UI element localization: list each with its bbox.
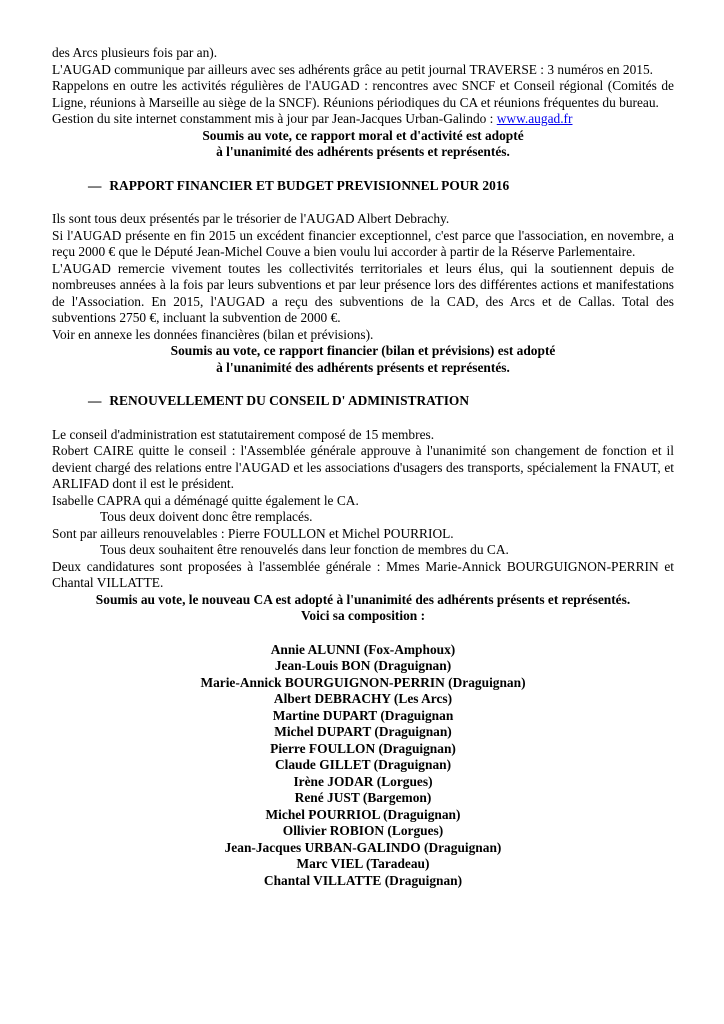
composition-heading: Voici sa composition : — [300, 608, 426, 623]
list-item: Albert DEBRACHY (Les Arcs) — [273, 691, 453, 706]
list-item: Pierre FOULLON (Draguignan) — [270, 740, 456, 756]
section-heading-financial — [88, 178, 674, 195]
board-member-list — [52, 642, 674, 890]
heading-text: RAPPORT FINANCIER ET BUDGET PREVISIONNEL POUR 2016 — [109, 177, 510, 193]
vote-financial-line1: Soumis au vote, ce rapport financier (bilan et prévisions) est adopté — [170, 343, 556, 358]
paragraph-capra: Isabelle CAPRA qui a déménagé quitte également le CA. — [52, 492, 359, 508]
paragraph-renew-wish: Tous deux souhaitent être renouvelés dans leur fonction de membres du CA. — [100, 542, 509, 557]
vote-moral-line1: Soumis au vote, ce rapport moral et d'activité est adopté — [202, 127, 524, 143]
list-item: Jean-Jacques URBAN-GALINDO (Draguignan) — [224, 839, 502, 855]
list-item: Marie-Annick BOURGUIGNON-PERRIN (Draguignan) — [200, 674, 526, 690]
vote-moral-line2: à l'unanimité des adhérents présents et représentés. — [216, 144, 510, 159]
list-item: Marc VIEL (Taradeau) — [296, 856, 430, 871]
list-item: Irène JODAR (Lorgues) — [293, 773, 433, 789]
website-text: Gestion du site internet constamment mis à jour par Jean-Jacques Urban-Galindo : — [52, 111, 497, 126]
paragraph-arcs: des Arcs plusieurs fois par an). — [52, 45, 218, 60]
paragraph-treasurer: Ils sont tous deux présentés par le trésorier de l'AUGAD Albert Debrachy. — [52, 211, 450, 226]
paragraph-board-size: Le conseil d'administration est statutairement composé de 15 membres. — [52, 426, 435, 442]
list-item: Annie ALUNNI (Fox-Amphoux) — [270, 641, 456, 657]
paragraph-renewable: Sont par ailleurs renouvelables : Pierre FOULLON et Michel POURRIOL. — [52, 525, 454, 541]
list-item: René JUST (Bargemon) — [294, 790, 432, 805]
heading-text: RENOUVELLEMENT DU CONSEIL D' ADMINISTRATION — [109, 393, 470, 408]
list-item: Jean-Louis BON (Draguignan) — [274, 658, 452, 673]
heading-dash: — — [88, 177, 102, 193]
paragraph-activities: Rappelons en outre les activités régulières de l'AUGAD : rencontres avec SNCF et Conseil régional (Comités de Ligne, réunions à Marseille au siège de la SNCF). Réunions périodiques du CA et réunions fréquentes du bureau. — [52, 78, 674, 110]
vote-financial-line2: à l'unanimité des adhérents présents et représentés. — [216, 359, 510, 375]
website-link[interactable]: www.augad.fr — [496, 111, 573, 126]
list-item: Claude GILLET (Draguignan) — [274, 757, 452, 772]
section-heading-board — [88, 393, 674, 410]
paragraph-website — [52, 111, 674, 128]
paragraph-replace: Tous deux doivent donc être remplacés. — [100, 509, 313, 524]
paragraph-traverse: L'AUGAD communique par ailleurs avec ses adhérents grâce au petit journal TRAVERSE : 3 numéros en 2015. — [52, 61, 654, 77]
document-page — [52, 45, 674, 889]
paragraph-annex: Voir en annexe les données financières (bilan et prévisions). — [52, 326, 374, 342]
vote-board: Soumis au vote, le nouveau CA est adopté à l'unanimité des adhérents présents et représentés. — [95, 591, 631, 607]
paragraph-caire: Robert CAIRE quitte le conseil : l'Assemblée générale approuve à l'unanimité son changement de fonction et il devient chargé des relations entre l'AUGAD et les associations d'usagers des transports, spécialement la FNAUT, et ARLIFAD dont il est le président. — [52, 443, 674, 491]
list-item: Chantal VILLATTE (Draguignan) — [263, 872, 463, 888]
list-item: Michel POURRIOL (Draguignan) — [265, 806, 461, 822]
paragraph-surplus: Si l'AUGAD présente en fin 2015 un excédent financier exceptionnel, c'est parce que l'association, en novembre, a reçu 2000 € que le Député Jean-Michel Couve a bien voulu lui accorder à partir de la Réserve Parlementaire. — [52, 227, 674, 259]
heading-dash: — — [88, 393, 102, 408]
paragraph-subsidies: L'AUGAD remercie vivement toutes les collectivités territoriales et leurs élus, qui la soutiennent depuis de nombreuses années à la fois par leurs subventions et par leur présence lors des différentes actions et manifestations de l'Association. En 2015, l'AUGAD a reçu des subventions de la CAD, des Arcs et de Callas. Total des subventions 2750 €, incluant la subvention de 2000 €. — [52, 260, 674, 325]
list-item: Martine DUPART (Draguignan — [272, 707, 454, 723]
list-item: Ollivier ROBION (Lorgues) — [282, 823, 444, 838]
paragraph-candidates: Deux candidatures sont proposées à l'assemblée générale : Mmes Marie-Annick BOURGUIGNON-PERRIN et Chantal VILLATTE. — [52, 558, 674, 590]
list-item: Michel DUPART (Draguignan) — [274, 724, 452, 739]
